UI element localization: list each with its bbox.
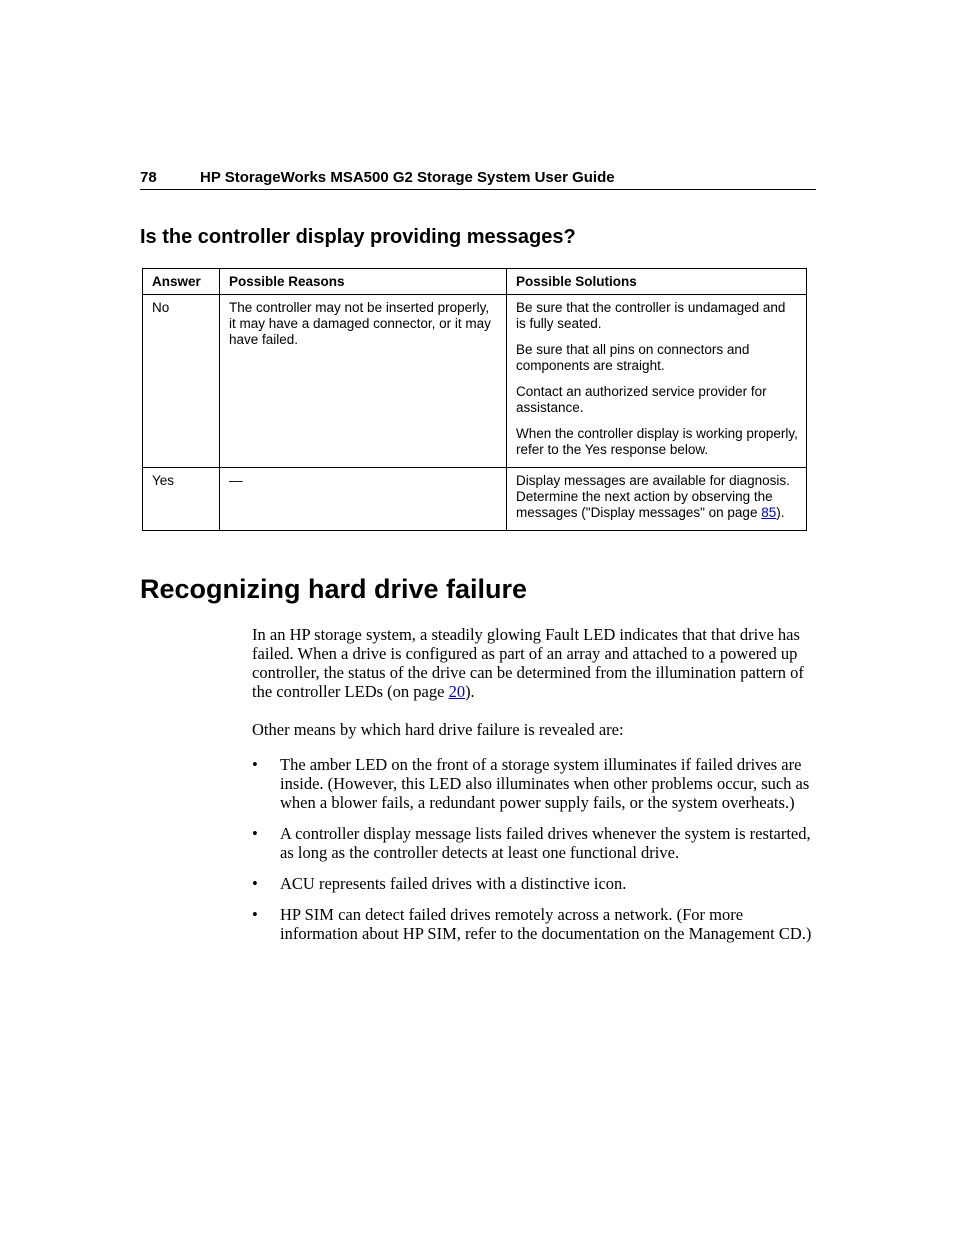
page-link-85[interactable]: 85 <box>761 505 777 520</box>
document-title: HP StorageWorks MSA500 G2 Storage System User Guide <box>200 169 615 186</box>
bullet-icon: • <box>252 905 258 924</box>
list-item-text: HP SIM can detect failed drives remotely across a network. (For more information about HP SIM, refer to the documentation on the Management CD.) <box>280 905 812 943</box>
bullet-icon: • <box>252 755 258 774</box>
section-heading-hard-drive-failure: Recognizing hard drive failure <box>140 574 528 604</box>
solutions-cell <box>507 468 807 531</box>
column-header-reasons: Possible Reasons <box>220 269 507 295</box>
list-item <box>252 874 812 893</box>
list-item <box>252 755 812 812</box>
column-header-answer: Answer <box>143 269 220 295</box>
table-row <box>143 468 807 531</box>
solution-text-end: ). <box>776 505 785 520</box>
bullet-icon: • <box>252 874 258 893</box>
reason-cell: The controller may not be inserted properly, it may have a damaged connector, or it may have failed. <box>220 295 507 468</box>
section-heading-controller-display: Is the controller display providing messages? <box>140 226 576 248</box>
solution-item: Contact an authorized service provider for assistance. <box>516 384 767 415</box>
page-number: 78 <box>140 169 157 186</box>
list-item <box>252 824 812 862</box>
intro-text-end: ). <box>465 682 475 701</box>
reason-cell: — <box>220 468 507 531</box>
intro-paragraph <box>252 625 812 701</box>
solution-item: Be sure that the controller is undamaged and is fully seated. <box>516 300 786 331</box>
table-header-row <box>143 269 807 295</box>
column-header-solutions: Possible Solutions <box>507 269 807 295</box>
answer-cell: No <box>143 295 220 468</box>
solution-text: Display messages are available for diagnosis. Determine the next action by observing the messages ("Display messages" on page <box>516 473 790 520</box>
solution-item: Be sure that all pins on connectors and components are straight. <box>516 342 750 373</box>
page-link-20[interactable]: 20 <box>448 682 466 701</box>
means-paragraph: Other means by which hard drive failure is revealed are: <box>252 720 624 739</box>
solutions-cell <box>507 295 807 468</box>
list-item-text: The amber LED on the front of a storage system illuminates if failed drives are inside. (However, this LED also illuminates when other problems occur, such as when a blower fails, a redundant power supply fails, or the system overheats.) <box>280 755 810 812</box>
failure-indicators-list <box>252 755 812 955</box>
bullet-icon: • <box>252 824 258 843</box>
answer-cell: Yes <box>143 468 220 531</box>
table-row <box>143 295 807 468</box>
list-item <box>252 905 812 943</box>
page-header <box>140 168 816 190</box>
intro-text: In an HP storage system, a steadily glowing Fault LED indicates that that drive has failed. When a drive is configured as part of an array and attached to a powered up controller, the status of the drive can be determined from the illumination pattern of the controller LEDs (on page <box>252 625 804 701</box>
troubleshooting-table <box>142 268 807 531</box>
solution-item: When the controller display is working properly, refer to the Yes response below. <box>516 426 798 457</box>
list-item-text: ACU represents failed drives with a distinctive icon. <box>280 874 627 893</box>
list-item-text: A controller display message lists failed drives whenever the system is restarted, as long as the controller detects at least one functional drive. <box>280 824 811 862</box>
